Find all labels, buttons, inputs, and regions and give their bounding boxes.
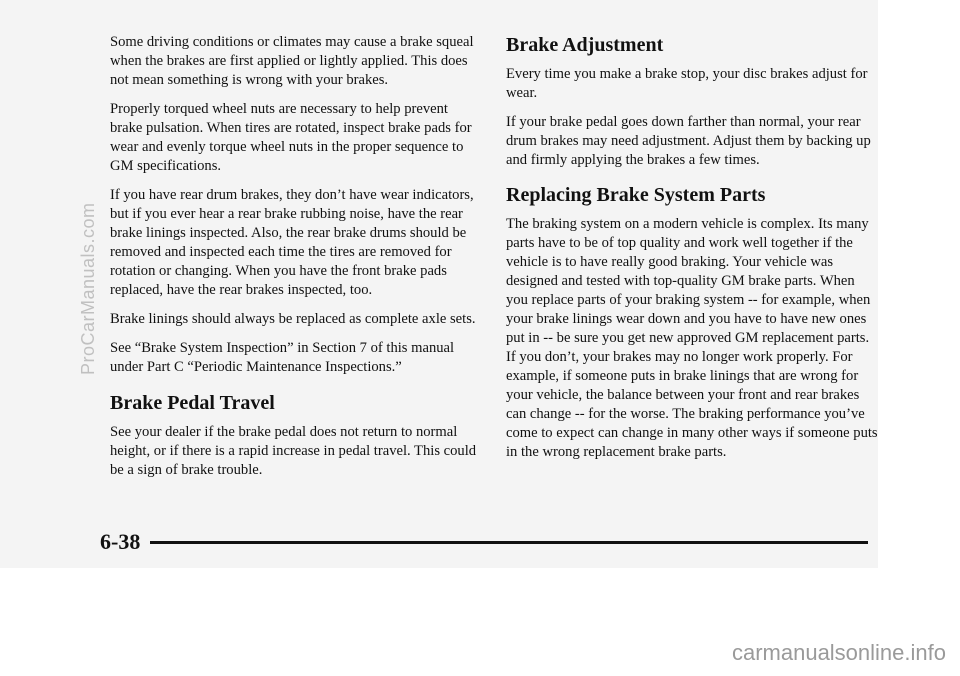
paragraph-brake-squeal: Some driving conditions or climates may cause a brake squeal when the brakes are first applied or lightly applied. This does not mean something is wrong with your brakes.	[110, 34, 474, 88]
heading-brake-pedal-travel: Brake Pedal Travel	[110, 392, 275, 414]
paragraph-axle-sets: Brake linings should always be replaced as complete axle sets.	[110, 311, 476, 327]
right-column	[506, 33, 878, 472]
paragraph-wheel-nuts: Properly torqued wheel nuts are necessary to help prevent brake pulsation. When tires are rotated, inspect brake pads for wear and evenly torque wheel nuts in the proper sequence to GM specifications.	[110, 101, 472, 174]
paragraph-replacing-brake-parts: The braking system on a modern vehicle is complex. Its many parts have to be of top quality and work well together if the vehicle is to have really good braking. Your vehicle was designed and tested with top-quality GM brake parts. When you replace parts of your braking system -- for example, when your brake linings wear down and you have to have new ones put in -- be sure you get new approved GM replacement parts. If you don’t, your brakes may no longer work properly. For example, if someone puts in brake linings that are wrong for your vehicle, the balance between your front and rear brakes can change -- for the worse. The braking performance you’ve come to expect can change in many other ways if someone puts in the wrong replacement brake parts.	[506, 216, 878, 460]
heading-replacing-brake-parts: Replacing Brake System Parts	[506, 184, 766, 206]
paragraph-disc-brakes-adjust: Every time you make a brake stop, your disc brakes adjust for wear.	[506, 66, 868, 101]
paragraph-rear-drum-brakes: If you have rear drum brakes, they don’t have wear indicators, but if you ever hear a rear brake rubbing noise, have the rear brake linings inspected. Also, the rear brake drums should be removed and inspected each time the tires are removed for rotation or changing. When you have the front brake pads replaced, have the rear brakes inspected, too.	[110, 187, 474, 298]
left-column	[110, 33, 482, 490]
heading-brake-adjustment: Brake Adjustment	[506, 34, 664, 56]
paragraph-brake-pedal-travel: See your dealer if the brake pedal does not return to normal height, or if there is a rapid increase in pedal travel. This could be a sign of brake trouble.	[110, 424, 477, 478]
footer-rule	[150, 541, 868, 544]
side-watermark: ProCarManuals.com	[78, 202, 98, 375]
page-footer	[100, 528, 870, 558]
paragraph-drum-brake-adjustment: If your brake pedal goes down farther than normal, your rear drum brakes may need adjustment. Adjust them by backing up and firmly applying the brakes a few times.	[506, 114, 871, 168]
bottom-watermark: carmanualsonline.info	[731, 640, 946, 665]
paragraph-inspection-reference: See “Brake System Inspection” in Section 7 of this manual under Part C “Periodic Maintenance Inspections.”	[110, 340, 455, 375]
page-number: 6-38	[100, 529, 141, 554]
